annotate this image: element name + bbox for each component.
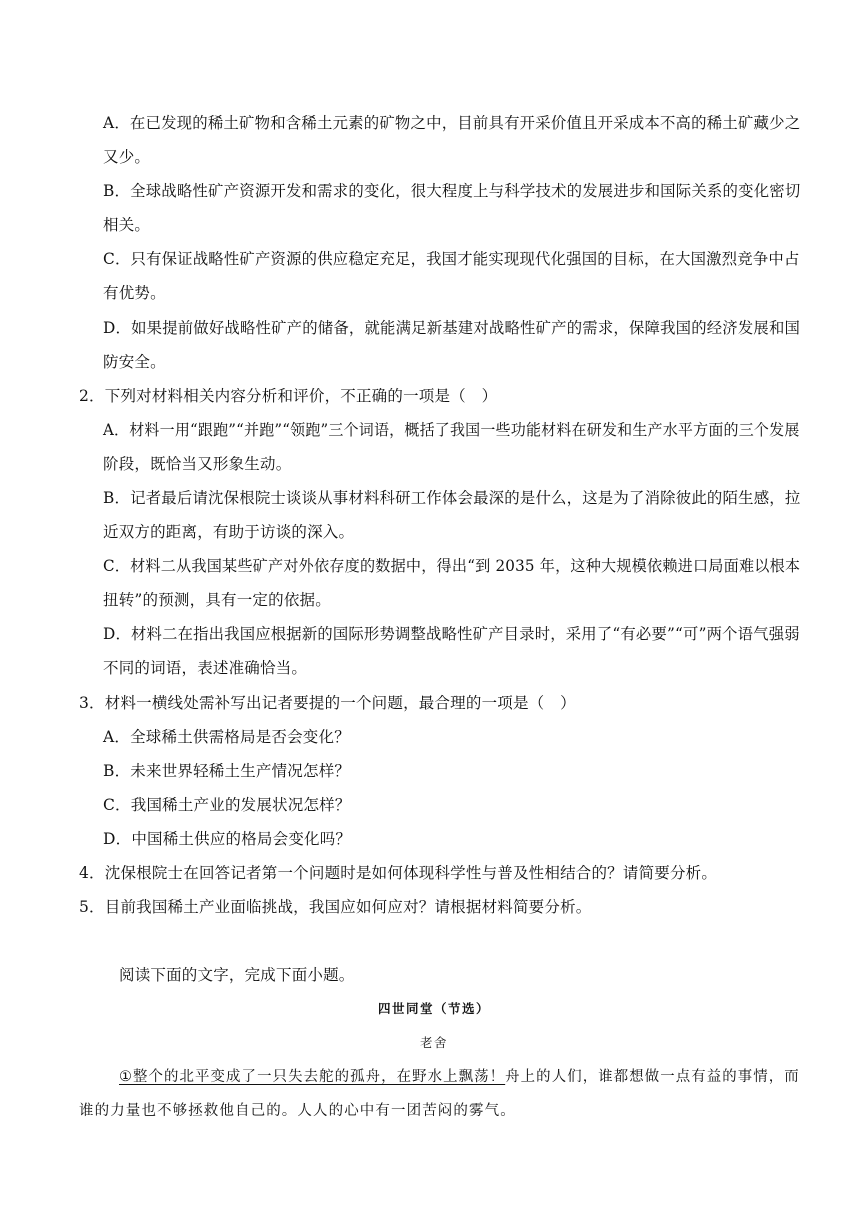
q3-option-c: C．我国稀土产业的发展状况怎样？ (103, 796, 351, 814)
story-title: 四世同堂（节选） (377, 1001, 490, 1016)
q1-option-c-line1: C．只有保证战略性矿产资源的供应稳定充足，我国才能实现现代化强国的目标，在大国激烈竞争中占 (103, 250, 800, 268)
q3-option-b: B．未来世界轻稀土生产情况怎样？ (103, 762, 351, 780)
q1-option-d-line1: D．如果提前做好战略性矿产的储备，就能满足新基建对战略性矿产的需求，保障我国的经济发展和国 (103, 319, 801, 337)
q2-option-c-line1: C．材料二从我国某些矿产对外依存度的数据中，得出“到 2035 年，这种大规模依赖进口局面难以根本 (103, 557, 801, 575)
q5-stem: 5．目前我国稀土产业面临挑战，我国应如何应对？请根据材料简要分析。 (79, 898, 592, 916)
story-paragraph-1-line1 (119, 1067, 800, 1087)
q1-option-c-line2: 有优势。 (103, 284, 166, 302)
q3-stem: 3．材料一横线处需补写出记者要提的一个问题，最合理的一项是（ ） (79, 694, 576, 712)
q2-stem: 2．下列对材料相关内容分析和评价，不正确的一项是（ ） (79, 387, 498, 405)
q2-option-d-line2: 不同的词语，表述准确恰当。 (103, 659, 308, 677)
reading-instruction: 阅读下面的文字，完成下面小题。 (119, 966, 355, 984)
q2-option-b-line2: 近双方的距离，有助于访谈的深入。 (103, 523, 355, 541)
q3-option-d: D．中国稀土供应的格局会变化吗？ (103, 830, 352, 848)
q2-option-a-line2: 阶段，既恰当又形象生动。 (103, 455, 292, 473)
q2-option-a-line1: A．材料一用“跟跑”“并跑”“领跑”三个词语，概括了我国一些功能材料在研发和生产水平方面的三个发展 (103, 421, 800, 439)
q2-option-c-line2: 扭转”的预测，具有一定的依据。 (103, 591, 331, 609)
q3-option-a: A．全球稀土供需格局是否会变化？ (103, 728, 350, 746)
q1-option-b-line1: B．全球战略性矿产资源开发和需求的变化，很大程度上与科学技术的发展进步和国际关系的变化密切 (103, 182, 801, 200)
story-author: 老舍 (419, 1035, 448, 1050)
q2-option-b-line1: B．记者最后请沈保根院士谈谈从事材料科研工作体会最深的是什么，这是为了消除彼此的陌生感，拉 (103, 489, 801, 507)
story-paragraph-1-rest: 舟上的人们，谁都想做一点有益的事情，而 (505, 1069, 800, 1085)
q1-option-b-line2: 相关。 (103, 216, 151, 234)
q1-option-d-line2: 防安全。 (103, 353, 166, 371)
q2-option-d-line1: D．材料二在指出我国应根据新的国际形势调整战略性矿产目录时，采用了“有必要”“可”两个语气强弱 (103, 625, 800, 643)
story-underlined-sentence: ①整个的北平变成了一只失去舵的孤舟，在野水上飘荡！ (119, 1069, 506, 1085)
q4-stem: 4．沈保根院士在回答记者第一个问题时是如何体现科学性与普及性相结合的？请简要分析。 (79, 864, 718, 882)
q1-option-a-line2: 又少。 (103, 148, 151, 166)
q1-option-a-line1: A．在已发现的稀土矿物和含稀土元素的矿物之中，目前具有开采价值且开采成本不高的稀土矿藏少之 (103, 114, 801, 132)
story-paragraph-1-line2: 谁的力量也不够拯救他自己的。人人的心中有一团苦闷的雾气。 (79, 1103, 516, 1119)
